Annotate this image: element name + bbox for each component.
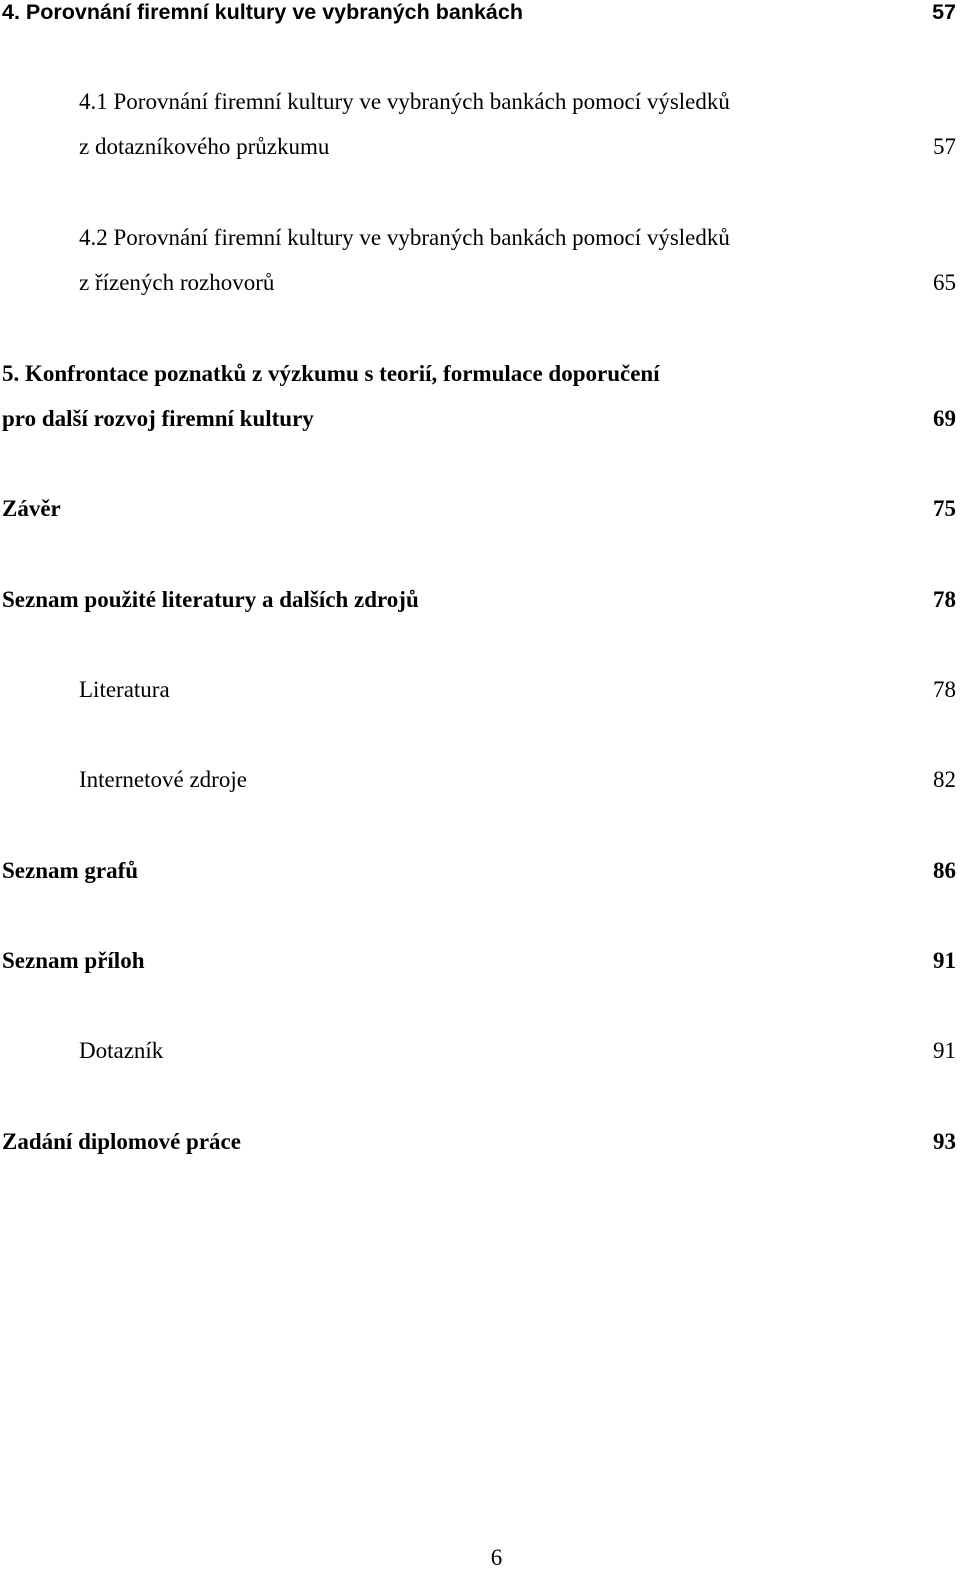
toc-entry-label: Internetové zdroje	[79, 767, 247, 792]
toc-entry-literature	[0, 672, 956, 708]
toc-entry-label: Seznam příloh	[2, 948, 145, 973]
toc-entry-page: 65	[933, 270, 956, 295]
toc-entry-page: 91	[933, 948, 956, 973]
toc-entry-questionnaire	[0, 1033, 956, 1069]
toc-entry-internet-sources	[0, 762, 956, 798]
toc-entry-section-4-1-line1	[0, 84, 956, 120]
toc-entry-page: 91	[933, 1038, 956, 1063]
toc-entry-page: 86	[933, 858, 956, 883]
toc-entry-page: 75	[933, 496, 956, 521]
toc-entry-page: 78	[933, 677, 956, 702]
toc-entry-page: 93	[933, 1129, 956, 1154]
toc-entry-section-4-2-line1	[0, 220, 956, 256]
toc-entry-label: Literatura	[79, 677, 170, 702]
toc-entry-bibliography	[0, 582, 956, 618]
toc-entry-label: Závěr	[2, 496, 61, 521]
toc-entry-label: pro další rozvoj firemní kultury	[2, 406, 314, 431]
toc-entry-label: z dotazníkového průzkumu	[79, 134, 330, 159]
toc-entry-section-4-2-line2	[0, 265, 956, 301]
toc-entry-chapter-5-line2	[0, 401, 956, 437]
toc-entry-label: 4.2 Porovnání firemní kultury ve vybraných bankách pomocí výsledků	[79, 225, 730, 250]
toc-entry-label: Seznam grafů	[2, 858, 139, 883]
toc-entry-page: 69	[933, 406, 956, 431]
toc-entry-label: 4.1 Porovnání firemní kultury ve vybraných bankách pomocí výsledků	[79, 89, 730, 114]
toc-entry-label: Zadání diplomové práce	[2, 1129, 241, 1154]
toc-entry-conclusion	[0, 491, 956, 527]
toc-entry-chapter-5-line1	[0, 356, 956, 392]
toc-entry-label: Dotazník	[79, 1038, 164, 1063]
toc-entry-label: Seznam použité literatury a dalších zdrojů	[2, 587, 419, 612]
toc-entry-page: 82	[933, 767, 956, 792]
toc-entry-label: 4. Porovnání firemní kultury ve vybraných bankách	[2, 0, 523, 24]
toc-entry-page: 78	[933, 587, 956, 612]
toc-entry-label: z řízených rozhovorů	[79, 270, 275, 295]
page-number: 6	[490, 1545, 503, 1570]
toc-entry-chapter-4	[0, 0, 956, 30]
toc-entry-label: 5. Konfrontace poznatků z výzkumu s teorií, formulace doporučení	[2, 361, 660, 386]
toc-entry-page: 57	[933, 134, 956, 159]
toc-entry-list-of-charts	[0, 853, 956, 889]
toc-entry-thesis-assignment	[0, 1124, 956, 1160]
toc-entry-list-of-appendices	[0, 943, 956, 979]
toc-entry-page: 57	[932, 0, 956, 24]
toc-entry-section-4-1-line2	[0, 129, 956, 165]
